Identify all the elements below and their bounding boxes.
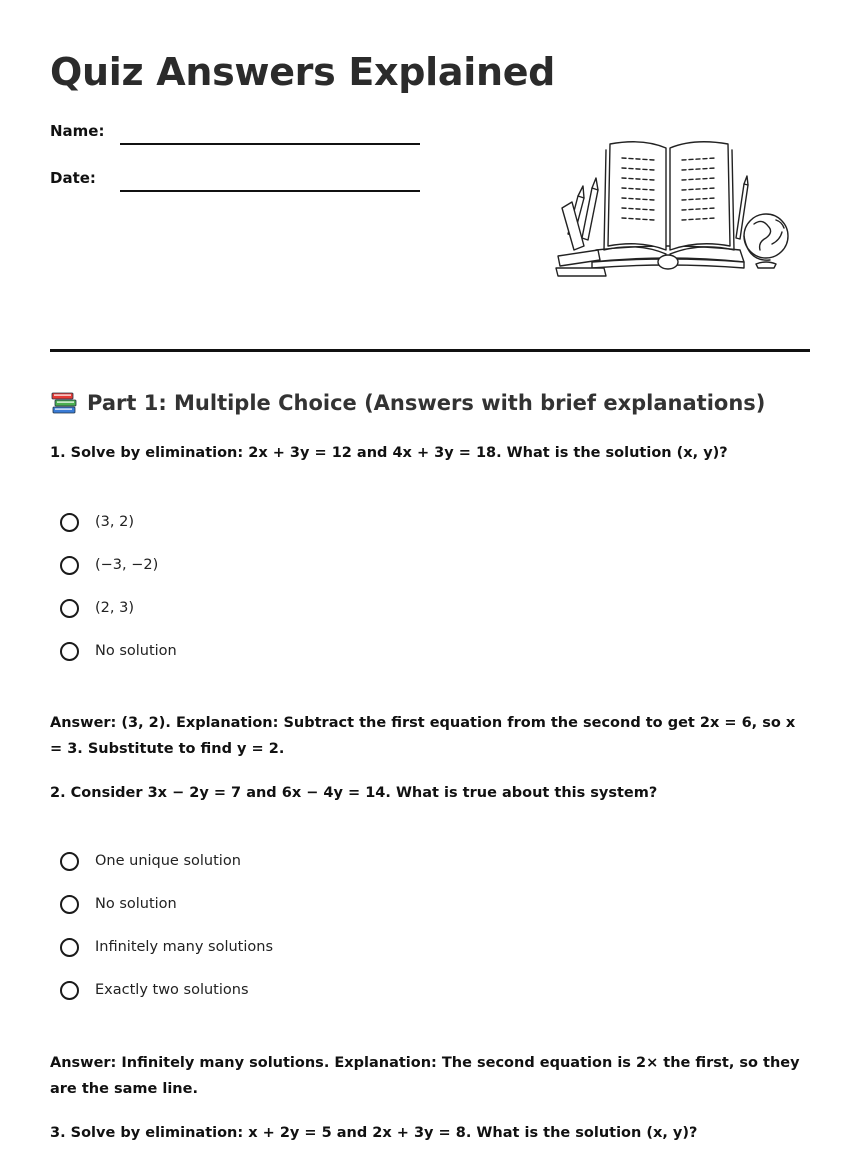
question-3-text: 3. Solve by elimination: x + 2y = 5 and 2x + 3y = 8. What is the solution (x, y)? [50,1125,698,1141]
question-2-text: 2. Consider 3x − 2y = 7 and 6x − 4y = 14. What is true about this system? [50,785,658,801]
option-label: No solution [95,643,177,659]
q1-option-1[interactable] [60,509,134,535]
date-label: Date: [50,169,96,187]
section-divider [50,349,810,352]
radio-button[interactable] [60,556,79,575]
radio-button[interactable] [60,938,79,957]
radio-button[interactable] [60,852,79,871]
books-icon [50,389,78,417]
option-label: (3, 2) [95,514,134,530]
q2-option-2[interactable] [60,891,177,917]
q1-option-2[interactable] [60,552,158,578]
q2-option-3[interactable] [60,934,273,960]
page-title: Quiz Answers Explained [50,50,556,94]
part1-heading [50,389,765,417]
question-1-text: 1. Solve by elimination: 2x + 3y = 12 and 4x + 3y = 18. What is the solution (x, y)? [50,445,728,461]
radio-button[interactable] [60,513,79,532]
option-label: One unique solution [95,853,241,869]
q2-option-1[interactable] [60,848,241,874]
question-1-answer: Answer: (3, 2). Explanation: Subtract the first equation from the second to get 2x = 6, so x = 3. Substitute to find y = 2. [50,715,796,757]
radio-button[interactable] [60,981,79,1000]
q1-option-4[interactable] [60,638,177,664]
radio-button[interactable] [60,895,79,914]
name-field[interactable] [120,143,420,145]
radio-button[interactable] [60,642,79,661]
date-field[interactable] [120,190,420,192]
q1-option-3[interactable] [60,595,134,621]
open-book-illustration-icon [548,138,793,280]
option-label: (2, 3) [95,600,134,616]
option-label: No solution [95,896,177,912]
option-label: (−3, −2) [95,557,159,573]
q2-option-4[interactable] [60,977,249,1003]
option-label: Exactly two solutions [95,982,249,998]
option-label: Infinitely many solutions [95,939,274,955]
part1-heading-text: Part 1: Multiple Choice (Answers with brief explanations) [87,391,766,415]
name-label: Name: [50,122,105,140]
question-2-answer: Answer: Infinitely many solutions. Explanation: The second equation is 2× the first, so they are the same line. [50,1055,800,1097]
radio-button[interactable] [60,599,79,618]
